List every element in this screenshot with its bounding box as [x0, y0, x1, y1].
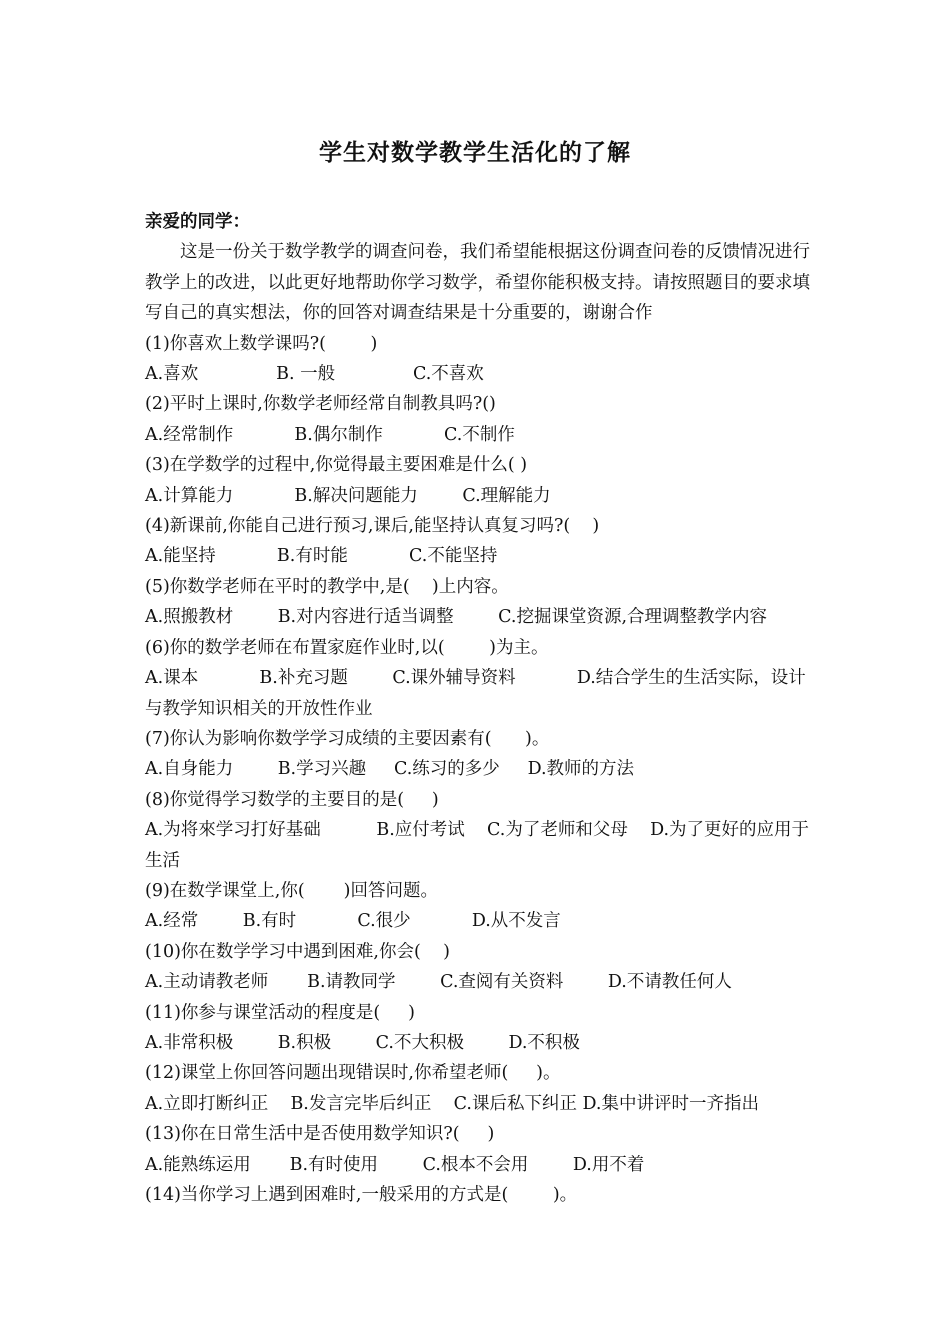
salutation: 亲爱的同学： — [145, 212, 250, 232]
question-2-options: A.经常制作 B.偶尔制作 C.不制作 — [145, 424, 515, 445]
question-5: (5)你数学老师在平时的教学中,是( )上内容。 — [145, 576, 509, 597]
question-13: (13)你在日常生活中是否使用数学知识?( ) — [145, 1124, 495, 1145]
question-4-options: A.能坚持 B.有时能 C.不能坚持 — [145, 546, 498, 567]
question-1-options: A.喜欢 B. 一般 C.不喜欢 — [145, 364, 484, 385]
question-11: (11)你参与课堂活动的程度是( ) — [145, 1002, 415, 1023]
question-4: (4)新课前,你能自己进行预习,课后,能坚持认真复习吗?( ) — [145, 516, 600, 537]
question-5-options: A.照搬教材 B.对内容进行适当调整 C.挖掘课堂资源,合理调整教学内容 — [145, 607, 768, 628]
question-7-options: A.自身能力 B.学习兴趣 C.练习的多少 D.教师的方法 — [145, 759, 635, 780]
question-6: (6)你的数学老师在布置家庭作业时,以( )为主。 — [145, 637, 549, 658]
question-9-options: A.经常 B.有时 C.很少 D.从不发言 — [145, 911, 561, 932]
question-14: (14)当你学习上遇到困难时,一般采用的方式是( )。 — [145, 1185, 578, 1205]
question-2: (2)平时上课时,你数学老师经常自制教具吗?() — [145, 394, 496, 415]
question-9: (9)在数学课堂上,你( )回答问题。 — [145, 880, 438, 901]
question-1: (1)你喜欢上数学课吗?( ) — [145, 333, 378, 354]
question-12-options: A.立即打断纠正 B.发言完毕后纠正 C.课后私下纠正 D.集中讲评时一齐指出 — [145, 1093, 759, 1114]
question-8-options: A.为将來学习打好基础 B.应付考试 C.为了老师和父母 D.为了更好的应用于生活 — [145, 820, 810, 871]
question-12: (12)课堂上你回答问题出现错误时,你希望老师( )。 — [145, 1063, 561, 1084]
question-6-options: A.课本 B.补充习题 C.课外辅导资料 D.结合学生的生活实际，设计与教学知识相关的开放性作业 — [145, 668, 806, 719]
question-13-options: A.能熟练运用 B.有时使用 C.根本不会用 D.用不着 — [145, 1154, 645, 1175]
question-10-options: A.主动请教老师 B.请教同学 C.查阅有关资料 D.不请教任何人 — [145, 972, 732, 993]
document-title: 学生对数学教学生活化的了解 — [319, 139, 631, 166]
question-3-options: A.计算能力 B.解决问题能力 C.理解能力 — [145, 485, 551, 506]
question-7: (7)你认为影响你数学学习成绩的主要因素有( )。 — [145, 728, 550, 749]
question-8: (8)你觉得学习数学的主要目的是( ) — [145, 789, 439, 810]
intro-paragraph: 这是一份关于数学教学的调查问卷，我们希望能根据这份调查问卷的反馈情况进行教学上的改进，以此更好地帮助你学习数学，希望你能积极支持。请按照题目的要求填写自己的真实想法，你的回答对调查结果是十分重要的，谢谢合作 — [145, 242, 810, 324]
document-body — [145, 207, 810, 1210]
question-11-options: A.非常积极 B.积极 C.不大积极 D.不积极 — [145, 1032, 580, 1053]
question-3: (3)在学数学的过程中,你觉得最主要困难是什么( ) — [145, 455, 528, 476]
question-10: (10)你在数学学习中遇到困难,你会( ) — [145, 941, 450, 962]
